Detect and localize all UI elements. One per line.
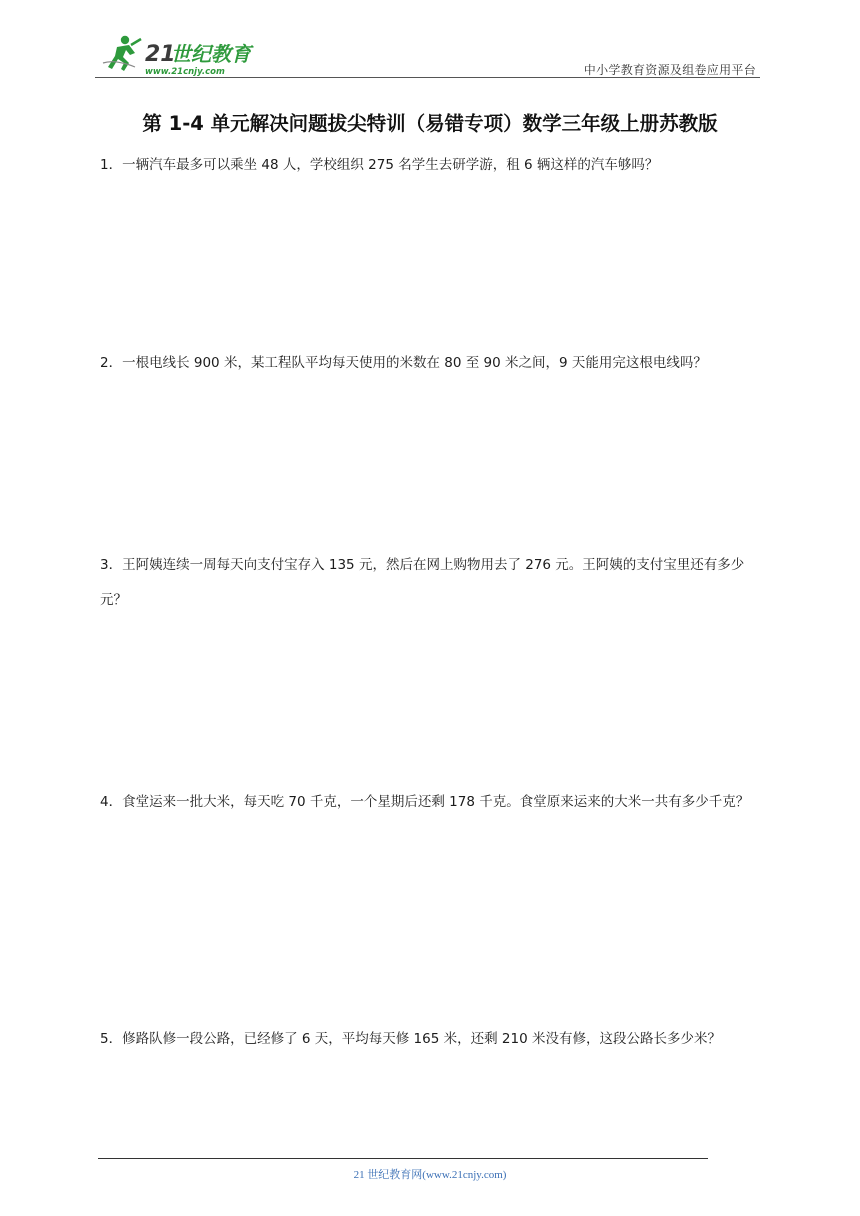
question-4: 4．食堂运来一批大米，每天吃 70 千克，一个星期后还剩 178 千克。食堂原来运来的大米一共有多少千克？ — [100, 794, 750, 810]
page-title: 第 1-4 单元解决问题拔尖特训（易错专项）数学三年级上册苏教版 — [142, 112, 718, 135]
logo-21cnjy — [95, 33, 260, 77]
svg-text:21: 21 — [145, 42, 176, 67]
svg-text:www.21cnjy.com: www.21cnjy.com — [145, 67, 225, 77]
question-5: 5．修路队修一段公路，已经修了 6 天，平均每天修 165 米，还剩 210 米没有修，这段公路长多少米？ — [100, 1031, 721, 1047]
header-divider — [95, 77, 760, 78]
question-2: 2．一根电线长 900 米，某工程队平均每天使用的米数在 80 至 90 米之间，9 天能用完这根电线吗？ — [100, 355, 707, 371]
footer-link[interactable]: 21 世纪教育网(www.21cnjy.com) — [353, 1169, 507, 1181]
question-1: 1．一辆汽车最多可以乘坐 48 人，学校组织 275 名学生去研学游，租 6 辆这样的汽车够吗？ — [100, 157, 659, 173]
question-3: 3．王阿姨连续一周每天向支付宝存入 135 元，然后在网上购物用去了 276 元。王阿姨的支付宝里还有多少元？ — [100, 557, 745, 608]
runner-icon — [103, 36, 141, 71]
footer-divider — [98, 1158, 708, 1159]
header-platform-text: 中小学教育资源及组卷应用平台 — [583, 63, 756, 77]
page-header — [95, 30, 760, 78]
svg-text:世纪教育: 世纪教育 — [171, 42, 251, 66]
